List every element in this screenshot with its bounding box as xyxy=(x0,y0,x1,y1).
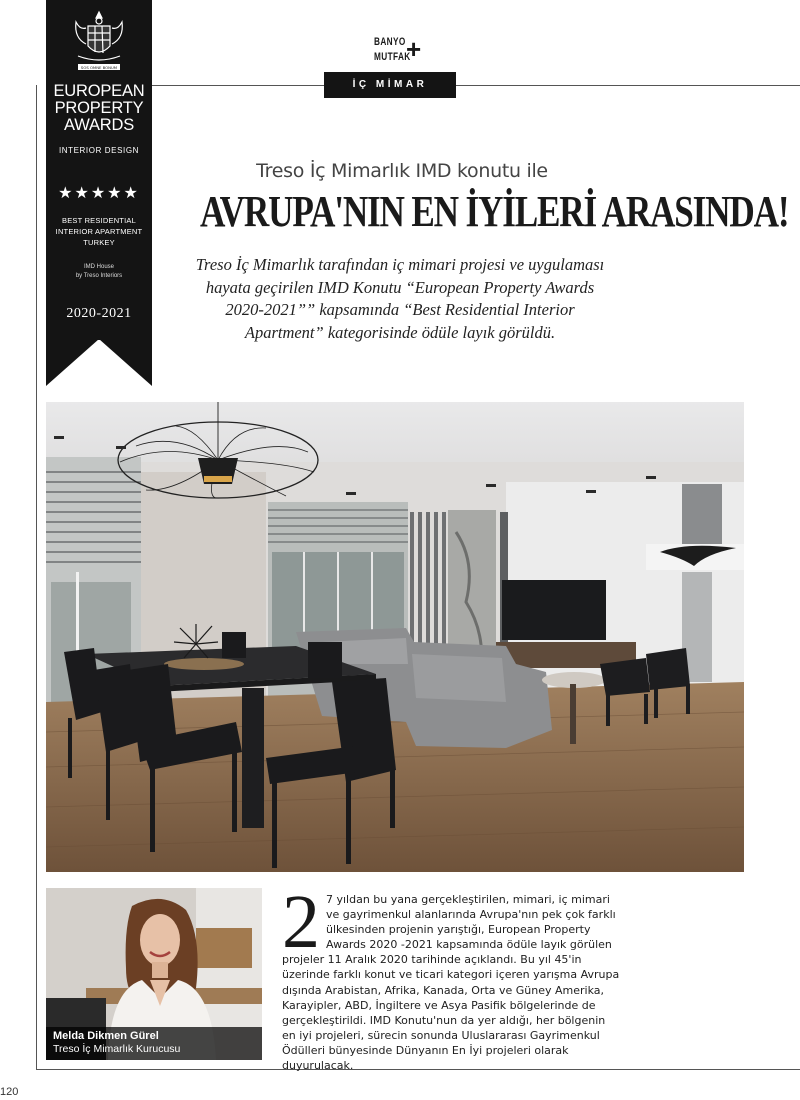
award-project-line1: IMD House xyxy=(83,264,114,270)
portrait-role: Treso İç Mimarlık Kurucusu xyxy=(53,1043,181,1055)
section-tag: İÇ MİMAR xyxy=(324,72,456,98)
award-ribbon-tail xyxy=(46,339,152,386)
award-category xyxy=(46,215,152,248)
article-kicker: Treso İç Mimarlık IMD konutu ile xyxy=(256,160,548,182)
award-category-line3: TURKEY xyxy=(83,238,115,247)
award-title-line3: AWARDS xyxy=(64,116,134,134)
frame-line-left xyxy=(36,85,37,1070)
interior-illustration xyxy=(46,402,744,872)
award-title-line1: EUROPEAN xyxy=(53,82,145,100)
magazine-logo xyxy=(370,30,430,70)
award-category-line2: INTERIOR APARTMENT xyxy=(55,227,143,236)
interior-photo xyxy=(46,402,744,872)
article-lead: Treso İç Mimarlık tarafından iç mimari projesi ve uygulaması hayata geçirilen IMD Konutu “European Property Awards 2020-2021”” kapsamında “Best Residential Interior Apartment” kategorisinde ödüle layık görüldü. xyxy=(195,255,605,342)
frame-line-top xyxy=(152,85,800,86)
award-year: 2020-2021 xyxy=(66,306,132,321)
logo-line1: BANYO xyxy=(374,36,406,48)
award-subtitle: INTERIOR DESIGN xyxy=(58,146,140,155)
award-title xyxy=(46,83,152,134)
crest-icon xyxy=(66,4,132,76)
award-category-line1: BEST RESIDENTIAL xyxy=(62,216,136,225)
portrait-caption xyxy=(46,1027,262,1060)
award-stars: ★★★★★ xyxy=(58,185,140,202)
award-ribbon xyxy=(46,0,152,386)
logo-line2: MUTFAK xyxy=(374,51,411,63)
article-dropcap: 2 xyxy=(282,880,320,964)
award-project xyxy=(46,263,152,281)
portrait-name: Melda Dikmen Gürel xyxy=(53,1030,159,1042)
logo-plus-icon: + xyxy=(406,34,422,64)
award-title-line2: PROPERTY xyxy=(54,99,144,117)
crest-motto: SOS OMNE BONUM xyxy=(80,65,118,70)
article-body-paragraph: 7 yıldan bu yana gerçekleştirilen, mimari, iç mimari ve gayrimenkul alanlarında Avrupa'nın pek çok farklı ülkesinden projenin yarıştığı, European Property Awards 2020 -2021 kapsamında ödüle layık görülen projeler 11 Aralık 2020 tarihinde açıklandı. Bu yıl 45'in üzerinde farklı konut ve ticari kategori içeren yarışma Avrupa dışında Arabistan, Afrika, Kanada, Orta ve Güney Amerika, Karayipler, ABD, İngiltere ve Asya Pasifik bölgelerinde de gerçekleştirildi. IMD Konutu'nun da yer aldığı, her bölgenin en iyi projeleri, sürecin sonunda Uluslararası Gayrimenkul Ödülleri bünyesinde Dünyanın En İyi projeleri olarak duyurulacak. xyxy=(282,893,620,1073)
article-headline: AVRUPA'NIN EN İYİLERİ ARASINDA! xyxy=(200,187,789,236)
award-project-line2: by Treso Interiors xyxy=(75,273,123,279)
article-body xyxy=(282,880,622,1073)
page-number: 120 xyxy=(0,1086,19,1098)
